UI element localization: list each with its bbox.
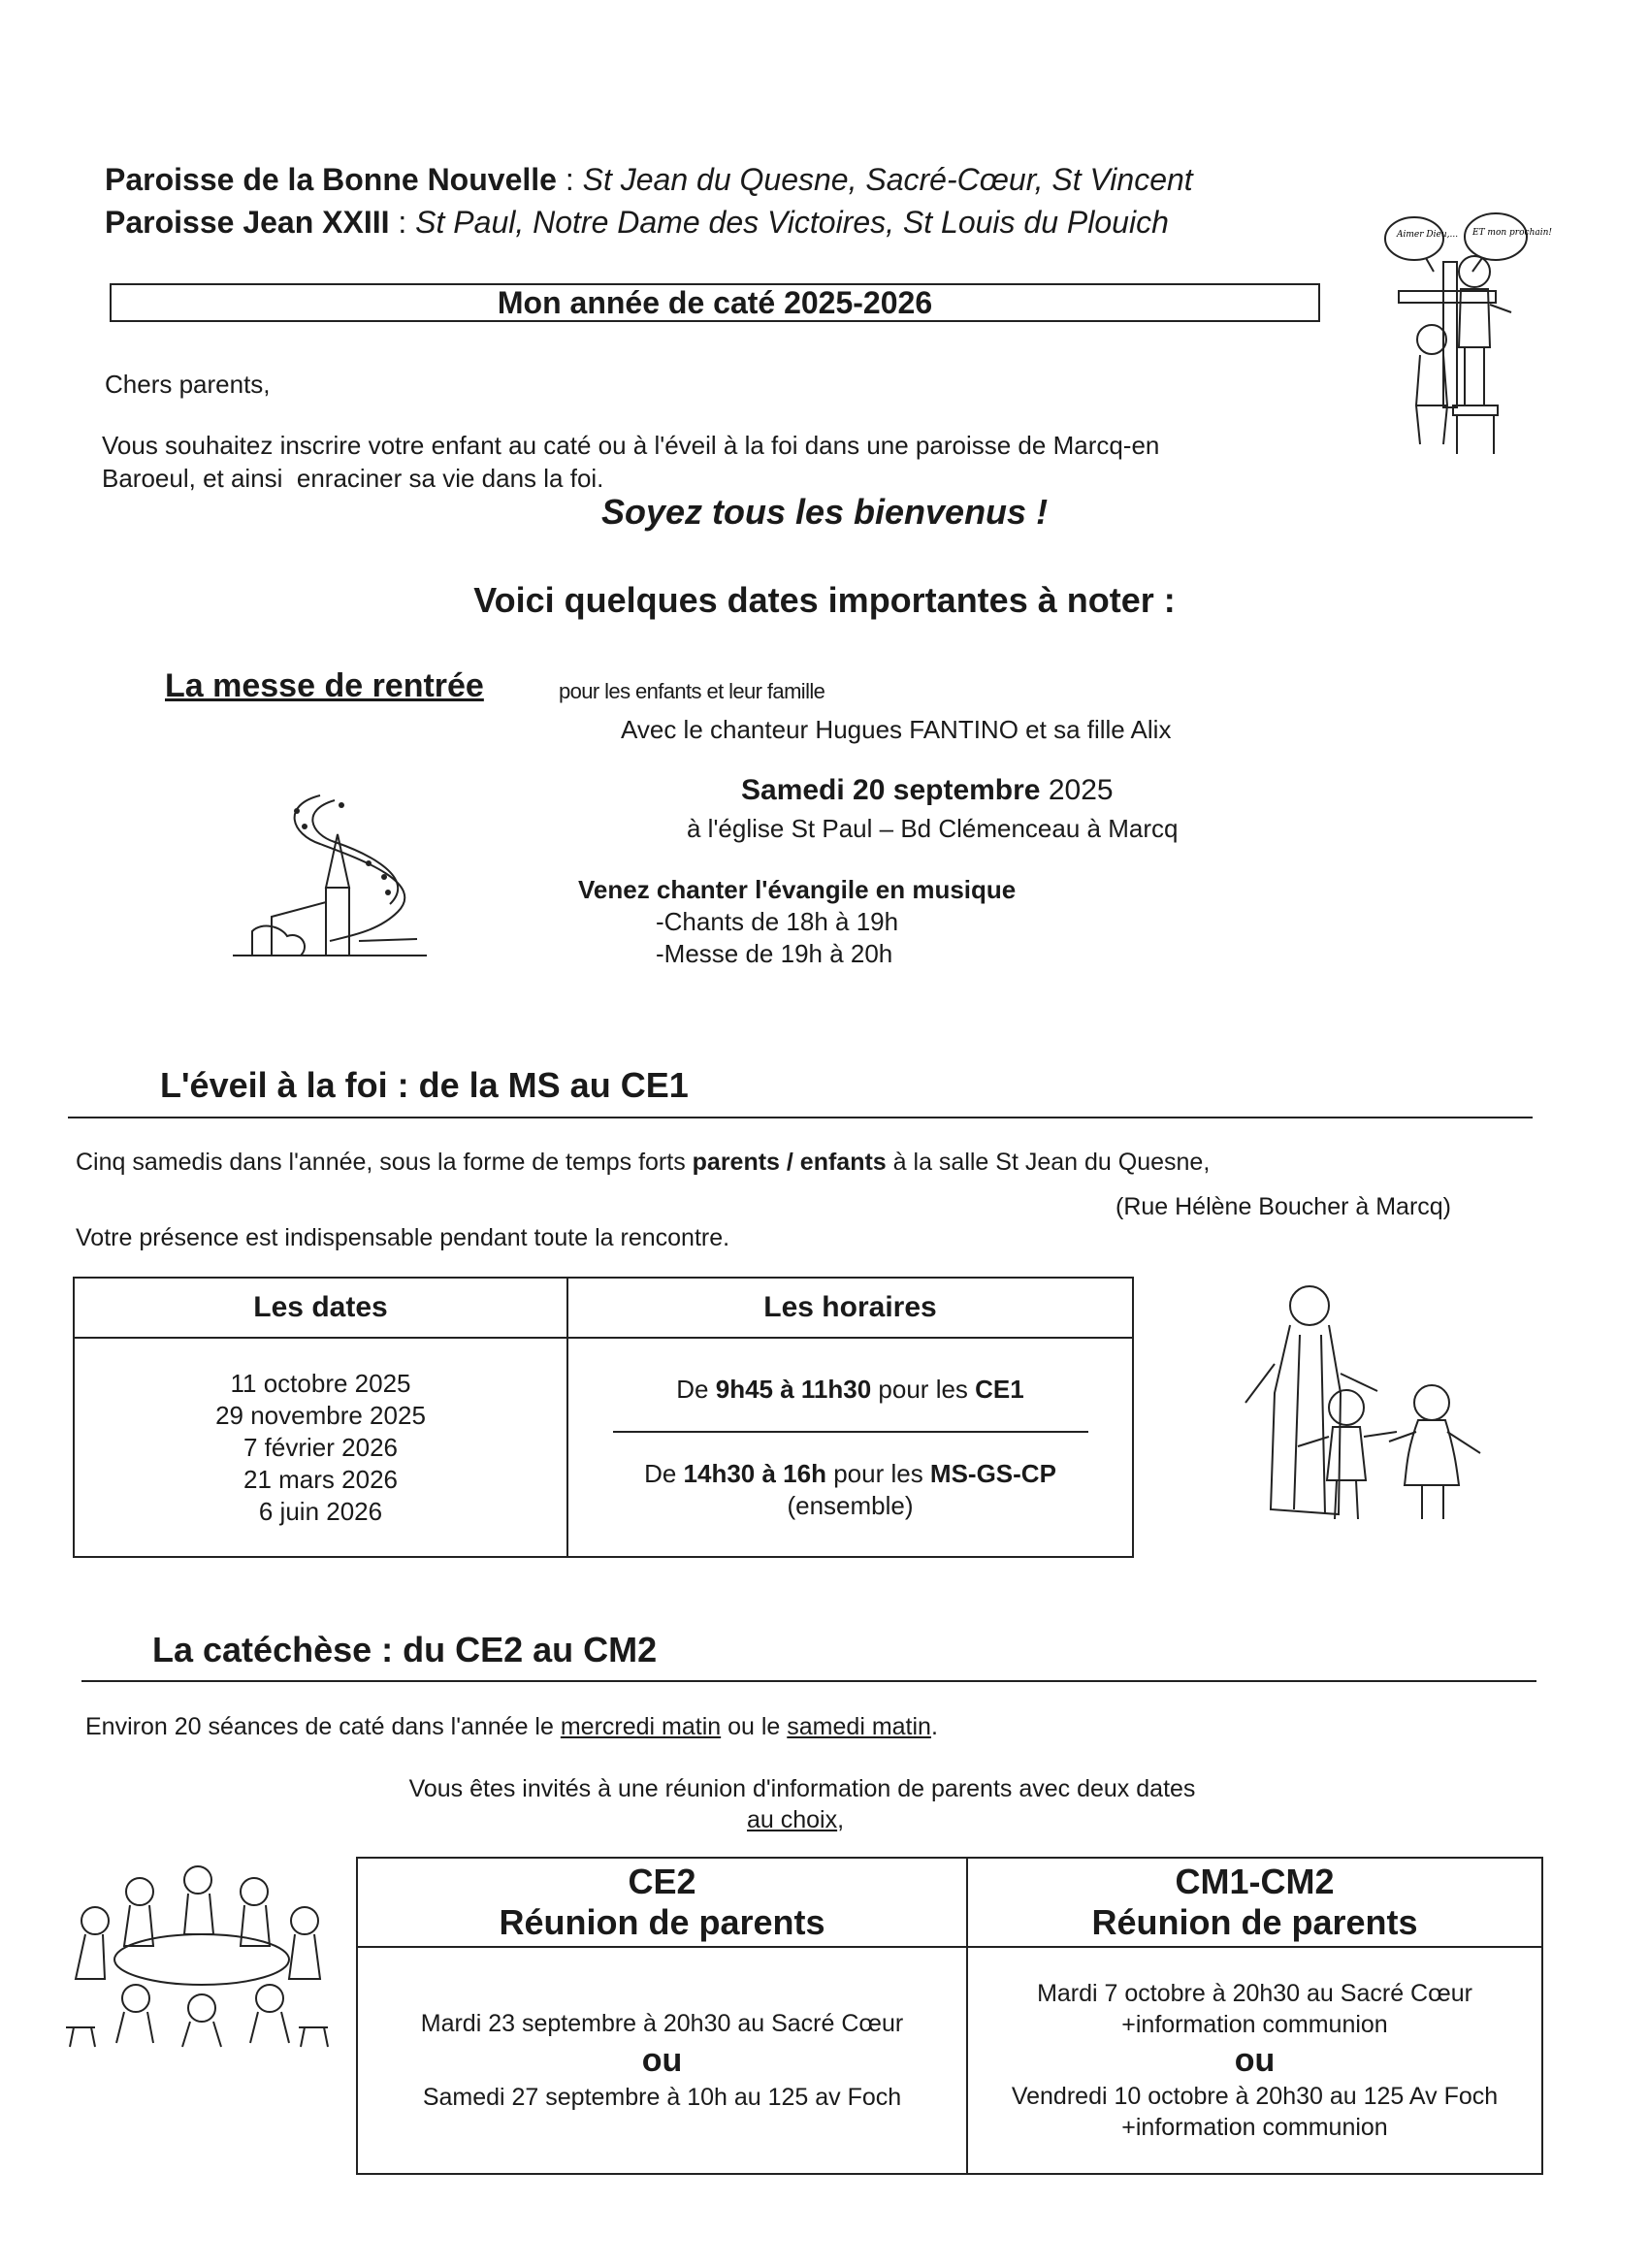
- h2-time: 14h30 à 16h: [683, 1458, 826, 1488]
- cat-comma: ,: [837, 1806, 845, 1833]
- eveil-divider: [68, 1117, 1533, 1118]
- messe-venez: Venez chanter l'évangile en musique: [578, 875, 1017, 904]
- h1-time: 9h45 à 11h30: [715, 1374, 872, 1404]
- cm-ou: ou: [1234, 2042, 1276, 2079]
- catechese-table: [356, 1857, 1543, 2175]
- h2-c: pour les: [825, 1458, 930, 1488]
- parish2-name: Paroisse Jean XXIII: [105, 205, 390, 240]
- eveil-parents-enfants: parents / enfants: [692, 1149, 887, 1176]
- children-group-illustration: [56, 1853, 338, 2047]
- bubble-left-text: Aimer Dieu,...: [1397, 230, 1459, 240]
- eveil-table: [73, 1277, 1134, 1558]
- cat-line-a: Environ 20 séances de caté dans l'année le: [85, 1713, 561, 1740]
- parish-line-1: [105, 158, 1193, 201]
- cat-samedi: samedi matin: [787, 1713, 931, 1740]
- parish1-name: Paroisse de la Bonne Nouvelle: [105, 162, 557, 197]
- eveil-col-dates: Les dates: [74, 1278, 567, 1338]
- cm-head-label: Réunion de parents: [1091, 1902, 1418, 1942]
- eveil-line-1c: à la salle St Jean du Quesne,: [886, 1149, 1211, 1176]
- ce2-option-1: Mardi 23 septembre à 20h30 au Sacré Cœur: [420, 2010, 904, 2037]
- eveil-date: 21 mars 2026: [243, 1464, 398, 1494]
- children-cross-illustration: [1377, 211, 1553, 462]
- welcome-text: Soyez tous les bienvenus !: [600, 492, 1049, 532]
- eveil-line-1a: Cinq samedis dans l'année, sous la forme de temps forts: [76, 1149, 693, 1176]
- messe-date-bold: Samedi 20 septembre: [741, 774, 1041, 806]
- horaire-divider: [613, 1431, 1088, 1433]
- messe-subtitle: pour les enfants et leur famille: [559, 679, 825, 703]
- h1-level: CE1: [975, 1374, 1024, 1404]
- eveil-presence: Votre présence est indispensable pendant toute la rencontre.: [76, 1224, 730, 1251]
- dates-heading: Voici quelques dates importantes à noter :: [473, 580, 1176, 620]
- ce2-options: [357, 1947, 967, 2174]
- h2-ensemble: (ensemble): [787, 1490, 914, 1520]
- document-title: Mon année de caté 2025-2026: [110, 283, 1320, 322]
- parish-line-2: [105, 201, 1169, 243]
- eveil-address: (Rue Hélène Boucher à Marcq): [1116, 1193, 1451, 1220]
- jesus-children-illustration: [1232, 1277, 1494, 1529]
- ce2-ou: ou: [641, 2042, 683, 2079]
- cm-head-level: CM1-CM2: [1175, 1862, 1335, 1901]
- horaire-ms-gs-cp: [569, 1458, 1131, 1522]
- cm-option-1: Mardi 7 octobre à 20h30 au Sacré Cœur: [1037, 1980, 1472, 2007]
- intro-line-1: Vous souhaitez inscrire votre enfant au caté ou à l'éveil à la foi dans une paroisse de Marcq-en: [102, 431, 1160, 460]
- ce2-option-2: Samedi 27 septembre à 10h au 125 av Foch: [422, 2084, 902, 2111]
- eveil-dates-cell: [74, 1338, 567, 1557]
- catechese-line: [85, 1713, 938, 1741]
- ce2-head-level: CE2: [628, 1862, 696, 1901]
- messe-place: à l'église St Paul – Bd Clémenceau à Marcq: [687, 814, 1179, 843]
- messe-date: [741, 774, 1114, 807]
- eveil-date: 11 octobre 2025: [230, 1368, 411, 1398]
- h1-a: De: [676, 1374, 716, 1404]
- messe-title: La messe de rentrée: [165, 667, 484, 704]
- messe-time: -Messe de 19h à 20h: [656, 939, 893, 968]
- cat-mercredi: mercredi matin: [560, 1713, 722, 1740]
- eveil-title: L'éveil à la foi : de la MS au CE1: [160, 1065, 689, 1105]
- cm-option-2-info: +information communion: [1121, 2114, 1388, 2141]
- cat-line-c: ou le: [721, 1713, 788, 1740]
- eveil-line-1: [76, 1149, 1210, 1177]
- h2-a: De: [644, 1458, 684, 1488]
- catechese-divider: [81, 1680, 1536, 1682]
- parish2-churches: St Paul, Notre Dame des Victoires, St Louis du Plouich: [415, 205, 1169, 240]
- bubble-right-text: ET mon prochain!: [1472, 228, 1553, 238]
- separator: :: [389, 205, 416, 240]
- parish1-churches: St Jean du Quesne, Sacré-Cœur, St Vincent: [582, 162, 1193, 197]
- messe-date-year: 2025: [1040, 774, 1114, 806]
- catechese-invite-2: [747, 1806, 844, 1834]
- cm-option-2: Vendredi 10 octobre à 20h30 au 125 Av Foch: [1011, 2083, 1499, 2110]
- ce2-head-label: Réunion de parents: [499, 1902, 825, 1942]
- cat-line-e: .: [930, 1713, 938, 1740]
- cm-option-1-info: +information communion: [1121, 2011, 1388, 2038]
- h2-level: MS-GS-CP: [929, 1458, 1056, 1488]
- ce2-header: [357, 1858, 967, 1947]
- catechese-title: La catéchèse : du CE2 au CM2: [152, 1630, 658, 1669]
- separator: :: [556, 162, 583, 197]
- messe-singer: Avec le chanteur Hugues FANTINO et sa fille Alix: [621, 715, 1172, 744]
- eveil-horaires-cell: [567, 1338, 1133, 1557]
- horaire-ce1: [569, 1374, 1131, 1406]
- cm-options: [967, 1947, 1542, 2174]
- catechese-invite-1: Vous êtes invités à une réunion d'information de parents avec deux dates: [408, 1775, 1196, 1802]
- church-music-illustration: [233, 776, 427, 970]
- eveil-col-horaires: Les horaires: [567, 1278, 1133, 1338]
- eveil-date: 29 novembre 2025: [215, 1400, 426, 1430]
- eveil-date: 6 juin 2026: [258, 1496, 383, 1526]
- eveil-date: 7 février 2026: [243, 1432, 398, 1462]
- messe-chants: -Chants de 18h à 19h: [656, 907, 899, 936]
- h1-c: pour les: [871, 1374, 976, 1404]
- cat-au-choix: au choix: [747, 1806, 838, 1833]
- cm-header: [967, 1858, 1542, 1947]
- intro-line-2: Baroeul, et ainsi enraciner sa vie dans la foi.: [102, 464, 604, 493]
- greeting: Chers parents,: [105, 370, 271, 399]
